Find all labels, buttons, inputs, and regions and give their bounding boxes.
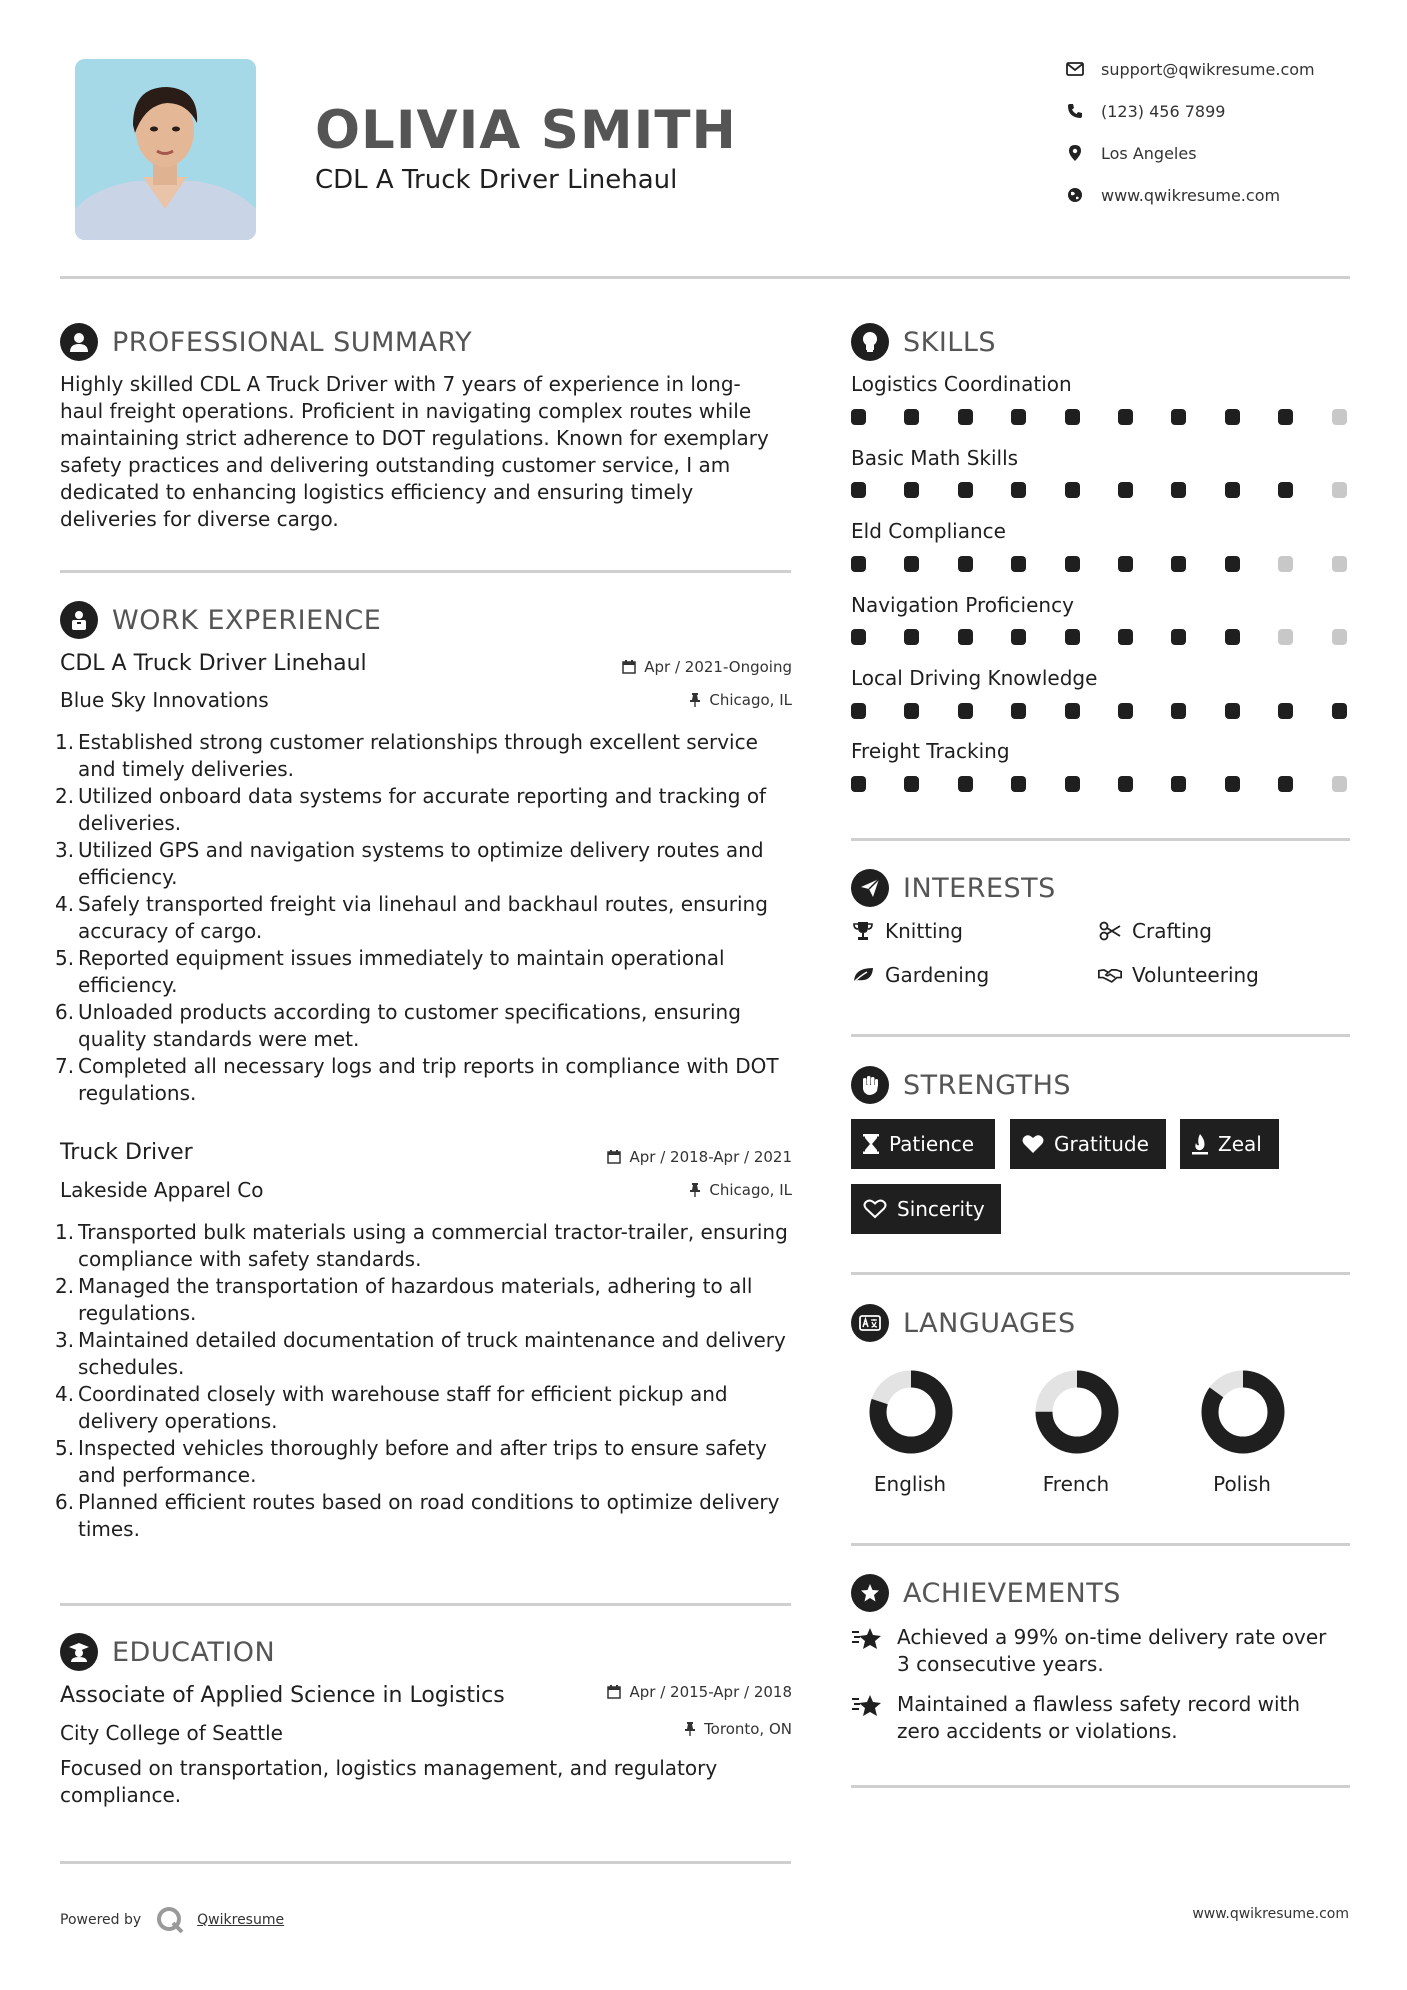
interest-item	[1098, 963, 1259, 987]
list-item: Planned efficient routes based on road conditions to optimize delivery times.	[78, 1490, 780, 1541]
list-item: Maintained detailed documentation of truck maintenance and delivery schedules.	[78, 1328, 786, 1379]
list-item: Completed all necessary logs and trip reports in compliance with DOT regulations.	[78, 1054, 779, 1105]
skill-dot-filled	[851, 629, 866, 645]
fist-icon	[851, 1066, 889, 1104]
summary-line: dedicated to enhancing logistics efficiency and ensuring timely	[60, 480, 694, 504]
strength-label: Sincerity	[897, 1197, 985, 1221]
list-item: Utilized onboard data systems for accurate reporting and tracking of deliveries.	[78, 784, 767, 835]
job-dates	[607, 1148, 792, 1166]
language-ring-polish	[1210, 1379, 1276, 1445]
skill-name: Navigation Proficiency	[851, 593, 1074, 617]
strength-label: Gratitude	[1054, 1132, 1149, 1156]
fire-icon	[1192, 1133, 1208, 1155]
hourglass-icon	[863, 1134, 879, 1154]
skill-dot-filled	[904, 629, 919, 645]
education-dates-text: Apr / 2015-Apr / 2018	[629, 1683, 792, 1701]
list-item: Inspected vehicles thoroughly before and after trips to ensure safety and performance.	[78, 1436, 767, 1487]
education-line: Focused on transportation, logistics management, and regulatory	[60, 1756, 718, 1780]
section-divider	[851, 1785, 1350, 1788]
skill-dot-empty	[1332, 776, 1347, 792]
skill-dot-filled	[1225, 629, 1240, 645]
strength-chip	[1010, 1119, 1166, 1169]
language-rings	[851, 1360, 1351, 1470]
skill-dot-filled	[1225, 776, 1240, 792]
strength-chip	[851, 1184, 1001, 1234]
map-pin-icon	[1063, 143, 1087, 163]
summary-section-header	[60, 323, 472, 361]
languages-title: LANGUAGES	[903, 1307, 1076, 1339]
paper-plane-icon	[851, 869, 889, 907]
skill-dot-filled	[851, 556, 866, 572]
language-icon	[851, 1304, 889, 1342]
skill-dot-empty	[1278, 556, 1293, 572]
skill-rating	[851, 703, 1351, 719]
interests-section-header	[851, 869, 1056, 907]
star-icon	[851, 1691, 885, 1745]
candidate-role: CDL A Truck Driver Linehaul	[315, 165, 678, 195]
skill-dot-filled	[1065, 776, 1080, 792]
globe-icon	[1063, 185, 1087, 205]
envelope-icon	[1063, 59, 1087, 79]
contact-phone[interactable]	[1063, 101, 1363, 121]
summary-line: haul freight operations. Proficient in navigating complex routes while	[60, 399, 752, 423]
profile-photo	[75, 59, 256, 240]
skill-dot-filled	[1171, 703, 1186, 719]
skill-dot-filled	[1011, 703, 1026, 719]
job-location-text: Chicago, IL	[709, 1181, 792, 1199]
contact-email-text: support@qwikresume.com	[1101, 59, 1315, 79]
skill-dot-filled	[958, 703, 973, 719]
skill-dot-filled	[851, 703, 866, 719]
skill-dot-filled	[1118, 629, 1133, 645]
summary-title: PROFESSIONAL SUMMARY	[112, 326, 473, 358]
work-section-header	[60, 601, 381, 639]
skill-rating	[851, 776, 1351, 792]
skill-dot-filled	[851, 409, 866, 425]
skill-dot-empty	[1332, 482, 1347, 498]
interest-label: Knitting	[885, 919, 963, 943]
education-title: EDUCATION	[112, 1636, 276, 1668]
job-duties-list	[60, 1219, 795, 1543]
qwikresume-link[interactable]: Qwikresume	[197, 1912, 285, 1928]
section-divider	[851, 1034, 1350, 1037]
trophy-icon	[851, 921, 875, 941]
job-location	[689, 1181, 792, 1199]
education-location	[684, 1720, 792, 1738]
lightbulb-icon	[851, 323, 889, 361]
skill-dot-filled	[904, 703, 919, 719]
calendar-icon	[622, 660, 636, 674]
graduation-cap-icon	[60, 1633, 98, 1671]
job-dates-text: Apr / 2021-Ongoing	[644, 658, 792, 676]
skill-dot-filled	[1278, 409, 1293, 425]
qwikresume-logo-icon	[155, 1905, 185, 1935]
education-section-header	[60, 1633, 275, 1671]
footer-powered-by	[60, 1905, 284, 1935]
skill-dot-filled	[958, 556, 973, 572]
skill-rating	[851, 482, 1351, 498]
skill-dot-filled	[1011, 776, 1026, 792]
skills-title: SKILLS	[903, 326, 997, 358]
skill-dot-filled	[1278, 482, 1293, 498]
star-icon	[851, 1624, 885, 1678]
achievement-item	[851, 1624, 1351, 1678]
briefcase-icon	[60, 601, 98, 639]
star-badge-icon	[851, 1574, 889, 1612]
skill-dot-filled	[851, 776, 866, 792]
skill-dot-filled	[1225, 556, 1240, 572]
job-location	[689, 691, 792, 709]
skill-dot-filled	[1011, 556, 1026, 572]
contact-email[interactable]	[1063, 59, 1363, 79]
skills-section-header	[851, 323, 996, 361]
summary-line: Highly skilled CDL A Truck Driver with 7 years of experience in long-	[60, 372, 741, 396]
skill-dot-filled	[1118, 482, 1133, 498]
powered-by-text: Powered by	[60, 1912, 142, 1928]
calendar-icon	[607, 1685, 621, 1699]
language-label: English	[873, 1472, 947, 1496]
skill-rating	[851, 556, 1351, 572]
language-ring-french	[1044, 1379, 1110, 1445]
skill-dot-filled	[1118, 409, 1133, 425]
section-divider	[851, 1543, 1350, 1546]
skill-dot-filled	[1225, 703, 1240, 719]
summary-line: deliveries for diverse cargo.	[60, 507, 339, 531]
contact-website-text: www.qwikresume.com	[1101, 185, 1281, 205]
language-label: Polish	[1213, 1472, 1271, 1496]
strength-label: Zeal	[1218, 1132, 1262, 1156]
skill-dot-filled	[958, 482, 973, 498]
section-divider	[60, 1861, 791, 1864]
strength-chip	[851, 1119, 995, 1169]
skill-dot-filled	[1065, 703, 1080, 719]
interest-label: Gardening	[885, 963, 990, 987]
skill-dot-filled	[1118, 556, 1133, 572]
language-label: French	[1042, 1472, 1110, 1496]
job-company: Lakeside Apparel Co	[60, 1178, 264, 1202]
list-item: Managed the transportation of hazardous materials, adhering to all regulations.	[78, 1274, 753, 1325]
list-item: Transported bulk materials using a commercial tractor-trailer, ensuring compliance with safety standards.	[78, 1220, 788, 1271]
summary-line: maintaining strict adherence to DOT regulations. Known for exemplary	[60, 426, 769, 450]
skill-dot-filled	[1225, 409, 1240, 425]
education-dates	[607, 1683, 792, 1701]
skill-name: Basic Math Skills	[851, 446, 1019, 470]
skill-dot-filled	[1118, 776, 1133, 792]
skill-dot-filled	[1171, 776, 1186, 792]
achievement-line: Maintained a flawless safety record with	[897, 1692, 1301, 1716]
heart-outline-icon	[863, 1199, 887, 1219]
summary-text	[60, 371, 800, 533]
job-dates	[622, 658, 792, 676]
skill-rating	[851, 629, 1351, 645]
heart-icon	[1022, 1134, 1044, 1154]
strengths-title: STRENGTHS	[903, 1069, 1072, 1101]
job-location-text: Chicago, IL	[709, 691, 792, 709]
section-divider	[60, 1603, 791, 1606]
job-title: Truck Driver	[60, 1140, 193, 1165]
strength-label: Patience	[889, 1132, 975, 1156]
achievement-line: 3 consecutive years.	[897, 1652, 1104, 1676]
skill-name: Freight Tracking	[851, 739, 1010, 763]
skill-dot-filled	[1011, 482, 1026, 498]
user-icon	[60, 323, 98, 361]
achievements-section-header	[851, 1574, 1121, 1612]
skill-dot-filled	[1171, 556, 1186, 572]
calendar-icon	[607, 1150, 621, 1164]
section-divider	[60, 570, 791, 573]
pushpin-icon	[684, 1722, 696, 1736]
skill-name: Logistics Coordination	[851, 372, 1072, 396]
interest-label: Volunteering	[1132, 963, 1259, 987]
skill-dot-filled	[904, 482, 919, 498]
degree-title: Associate of Applied Science in Logistics	[60, 1683, 505, 1708]
skill-dot-filled	[1278, 703, 1293, 719]
skill-dot-filled	[1332, 703, 1347, 719]
skill-dot-filled	[958, 409, 973, 425]
skill-dot-filled	[904, 556, 919, 572]
skill-dot-filled	[1065, 556, 1080, 572]
list-item: Unloaded products according to customer specifications, ensuring quality standards were met.	[78, 1000, 741, 1051]
interest-item	[851, 919, 963, 943]
list-item: Safely transported freight via linehaul and backhaul routes, ensuring accuracy of cargo.	[78, 892, 768, 943]
skill-dot-filled	[1065, 482, 1080, 498]
skill-dot-empty	[1278, 629, 1293, 645]
skill-rating	[851, 409, 1351, 425]
list-item: Established strong customer relationships through excellent service and timely deliveries.	[78, 730, 758, 781]
school-name: City College of Seattle	[60, 1721, 283, 1745]
contact-website[interactable]	[1063, 185, 1363, 205]
list-item: Utilized GPS and navigation systems to optimize delivery routes and efficiency.	[78, 838, 764, 889]
education-line: compliance.	[60, 1783, 182, 1807]
section-divider	[851, 1272, 1350, 1275]
handshake-icon	[1098, 966, 1122, 984]
candidate-name: OLIVIA SMITH	[315, 100, 737, 161]
contact-location-text: Los Angeles	[1101, 143, 1197, 163]
job-dates-text: Apr / 2018-Apr / 2021	[629, 1148, 792, 1166]
skill-dot-filled	[1225, 482, 1240, 498]
skill-dot-empty	[1332, 629, 1347, 645]
interest-item	[851, 963, 989, 987]
strengths-section-header	[851, 1066, 1071, 1104]
strength-chip	[1180, 1119, 1279, 1169]
skill-dot-empty	[1332, 409, 1347, 425]
job-duties-list	[60, 729, 795, 1107]
skill-name: Eld Compliance	[851, 519, 1006, 543]
skill-dot-filled	[1171, 409, 1186, 425]
achievement-item	[851, 1691, 1351, 1745]
interest-label: Crafting	[1132, 919, 1212, 943]
section-divider	[851, 838, 1350, 841]
skill-dot-filled	[958, 776, 973, 792]
work-title: WORK EXPERIENCE	[112, 604, 382, 636]
skill-dot-filled	[1011, 629, 1026, 645]
list-item: Coordinated closely with warehouse staff for efficient pickup and delivery operations.	[78, 1382, 728, 1433]
summary-line: safety practices and delivering outstanding customer service, I am	[60, 453, 731, 477]
interest-item	[1098, 919, 1212, 943]
achievement-line: Achieved a 99% on-time delivery rate over	[897, 1625, 1327, 1649]
achievements-title: ACHIEVEMENTS	[903, 1577, 1121, 1609]
skill-dot-filled	[1118, 703, 1133, 719]
skill-dot-filled	[904, 409, 919, 425]
education-location-text: Toronto, ON	[704, 1720, 792, 1738]
skill-name: Local Driving Knowledge	[851, 666, 1098, 690]
skill-dot-filled	[1065, 409, 1080, 425]
skill-dot-filled	[1278, 776, 1293, 792]
achievement-line: zero accidents or violations.	[897, 1719, 1178, 1743]
footer-url[interactable]: www.qwikresume.com	[1192, 1906, 1349, 1922]
languages-section-header	[851, 1304, 1076, 1342]
job-company: Blue Sky Innovations	[60, 688, 269, 712]
list-item: Reported equipment issues immediately to maintain operational efficiency.	[78, 946, 725, 997]
skill-dot-empty	[1332, 556, 1347, 572]
skill-dot-filled	[851, 482, 866, 498]
pushpin-icon	[689, 1183, 701, 1197]
pushpin-icon	[689, 693, 701, 707]
header-divider	[60, 276, 1350, 279]
skill-dot-filled	[1171, 482, 1186, 498]
education-description	[60, 1755, 800, 1809]
skill-dot-filled	[1171, 629, 1186, 645]
skill-dot-filled	[958, 629, 973, 645]
job-title: CDL A Truck Driver Linehaul	[60, 651, 367, 676]
skill-dot-filled	[904, 776, 919, 792]
skill-dot-filled	[1011, 409, 1026, 425]
phone-icon	[1063, 101, 1087, 121]
language-ring-english	[878, 1379, 944, 1445]
leaf-icon	[851, 966, 875, 984]
skill-dot-filled	[1065, 629, 1080, 645]
scissors-icon	[1098, 921, 1122, 941]
contact-location	[1063, 143, 1363, 163]
interests-title: INTERESTS	[903, 872, 1056, 904]
contact-phone-text: (123) 456 7899	[1101, 101, 1226, 121]
